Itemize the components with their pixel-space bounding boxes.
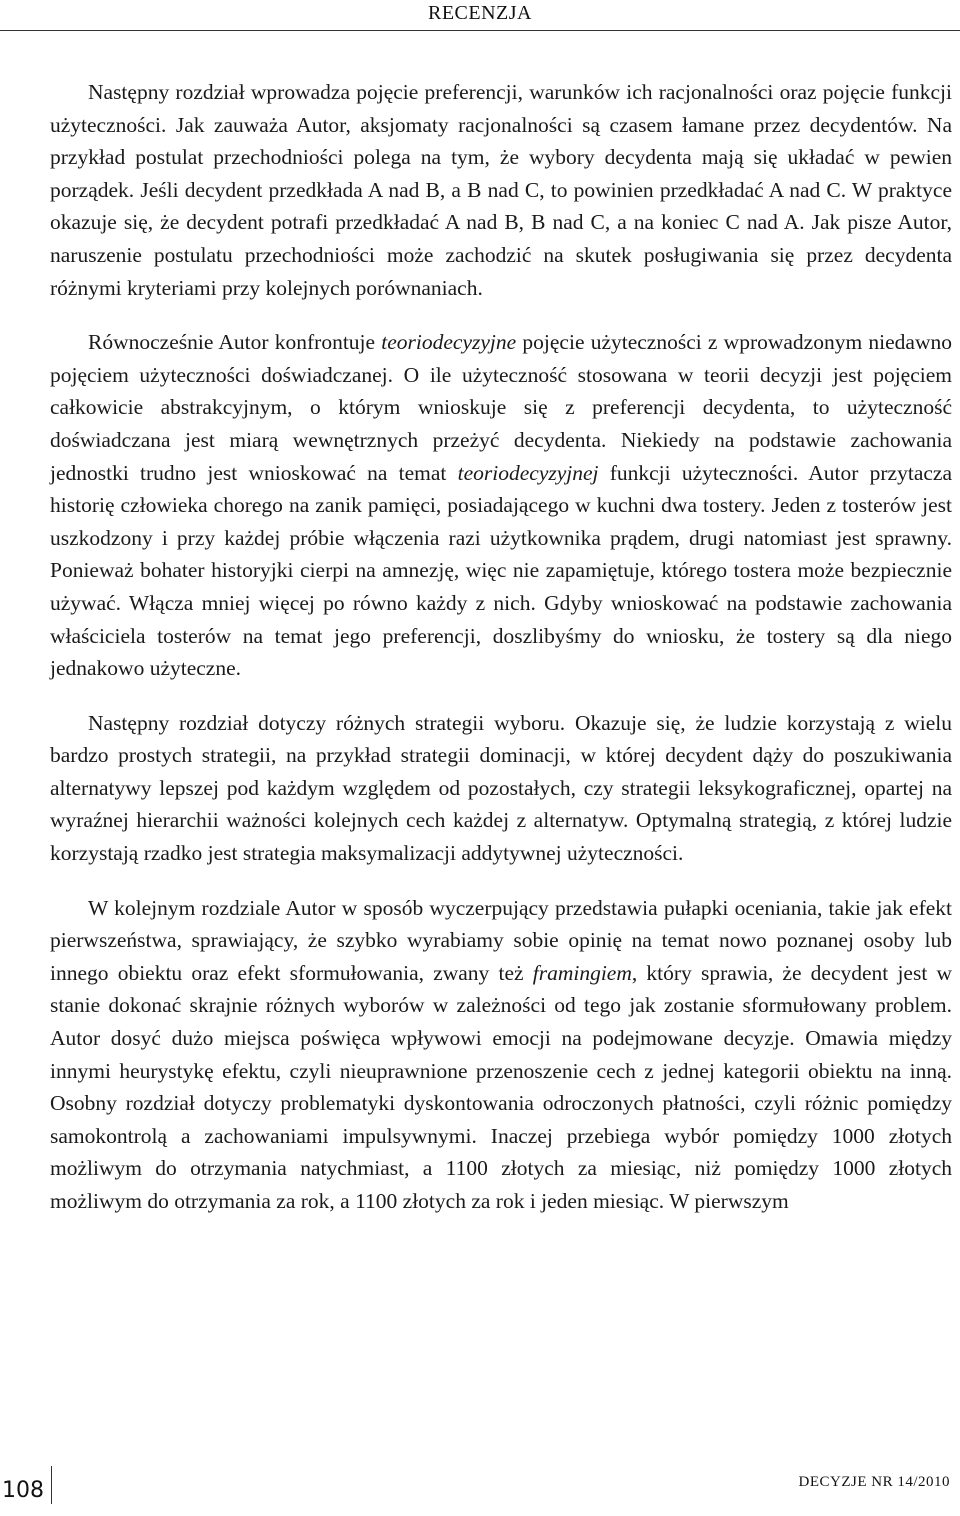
article-body <box>50 76 952 1240</box>
page-number: 108 <box>0 1466 52 1504</box>
journal-name: DECYZJE NR 14/2010 <box>798 1474 950 1490</box>
text-run: Następny rozdział wprowadza pojęcie preferencji, warunków ich racjonalności oraz pojęcie funkcji użyteczności. Jak zauważa Autor, aksjomaty racjonalności są czasem łamane przez decydentów. Na przykład postulat przechodniości polega na tym, że wybory decydenta mają się układać w pewien porządek. Jeśli decydent przedkłada A nad B, a B nad C, to powinien przedkładać A nad C. W praktyce okazuje się, że decydent potrafi przedkładać A nad B, B nad C, a na koniec C nad A. Jak pisze Autor, naruszenie postulatu przechodniości może zachodzić na skutek posługiwania się przez decydenta różnymi kryteriami przy kolejnych porównaniach. <box>50 80 952 300</box>
italic-term: framingiem <box>532 960 632 985</box>
paragraph <box>50 326 952 685</box>
text-run: Równocześnie Autor konfrontuje <box>88 330 382 355</box>
italic-term: teoriodecyzyjnej <box>457 460 599 485</box>
page-header <box>0 0 960 31</box>
italic-term: teoriodecyzyjne <box>381 330 517 355</box>
paragraph <box>50 707 952 870</box>
paragraph <box>50 76 952 304</box>
paragraph <box>50 892 952 1218</box>
text-run: funkcji użyteczności. Autor przytacza historię człowieka chorego na zanik pamięci, posiadającego w kuchni dwa tostery. Jeden z tosterów jest uszkodzony i przy każdej próbie włączenia razi użytkownika prądem, drugi natomiast jest sprawny. Ponieważ bohater historyjki cierpi na amnezję, więc nie zapamiętuje, którego tostera może bezpiecznie używać. Włącza mniej więcej po równo każdy z nich. Gdyby wnioskować na podstawie zachowania właściciela tosterów na temat jego preferencji, doszlibyśmy do wniosku, że tostery są dla niego jednakowo użyteczne. <box>50 460 952 681</box>
text-run: W kolejnym rozdziale Autor w sposób wyczerpujący przedstawia pułapki oceniania, takie jak efekt pierwszeństwa, sprawiający, że szybko wyrabiamy sobie opinię na temat nowo poznanej osoby lub innego obiektu oraz efekt sformułowania, zwany też <box>50 895 952 985</box>
text-run: , który sprawia, że decydent jest w stanie dokonać skrajnie różnych wyborów w zależności od tego jak zostanie sformułowany problem. Autor dosyć dużo miejsca poświęca wpływowi emocji na podejmowane decyzje. Omawia między innymi heurystykę efektu, czyli nieuprawnione przenoszenie cech z jednej kategorii obiektu na inną. Osobny rozdział dotyczy problematyki dyskontowania odroczonych płatności, czyli różnic pomiędzy samokontrolą a zachowaniami impulsywnymi. Inaczej przebiega wybór pomiędzy 1000 złotych możliwym do otrzymania natychmiast, a 1100 złotych za miesiąc, niż pomiędzy 1000 złotych możliwym do otrzymania za rok, a 1100 złotych za rok i jeden miesiąc. W pierwszym <box>50 960 953 1213</box>
text-run: Następny rozdział dotyczy różnych strategii wyboru. Okazuje się, że ludzie korzystają z wielu bardzo prostych strategii, na przykład strategii dominacji, w której decydent dąży do poszukiwania alternatywy lepszej pod każdym względem od pozostałych, czy strategii leksykograficznej, opartej na wyraźnej hierarchii ważności kolejnych cech każdej z alternatyw. Optymalną strategią, z której ludzie korzystają rzadko jest strategia maksymalizacji addytywnej użyteczności. <box>50 710 952 866</box>
text-run: pojęcie użyteczności z wprowadzonym niedawno pojęciem użyteczności doświadczanej. O ile użyteczność stosowana w teorii decyzji jest pojęciem całkowicie abstrakcyjnym, o którym wnioskuje się z preferencji decydenta, to użyteczność doświadczana jest miarą wewnętrznych przeżyć decydenta. Niekiedy na podstawie zachowania jednostki trudno jest wnioskować na temat <box>50 330 952 485</box>
section-title: RECENZJA <box>428 2 532 24</box>
